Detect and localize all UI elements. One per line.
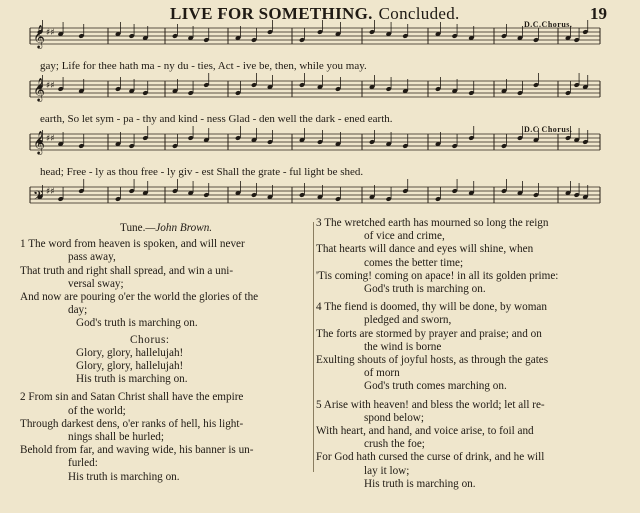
svg-text:♯♯: ♯♯ bbox=[46, 134, 55, 144]
verse-line: furled: bbox=[68, 457, 98, 470]
verse-line: For God hath cursed the curse of drink, and he will bbox=[316, 451, 545, 464]
verse-line: comes the better time; bbox=[364, 256, 464, 269]
verse-line: spond below; bbox=[364, 411, 424, 424]
svg-text:𝄞: 𝄞 bbox=[33, 24, 45, 48]
hymn-left-column bbox=[20, 222, 310, 484]
verse-line: That hearts will dance and eyes will shine, when bbox=[316, 243, 534, 256]
verse-line: pass away, bbox=[68, 251, 116, 264]
music-score bbox=[0, 0, 640, 210]
verse-line: versal sway; bbox=[68, 277, 124, 290]
verse-line: pledged and sworn, bbox=[364, 314, 452, 327]
song-title-text: LIVE FOR SOMETHING. bbox=[170, 4, 373, 23]
verse-line: the wind is borne bbox=[364, 340, 442, 353]
hymn-right-column bbox=[316, 217, 608, 491]
verse-line: God's truth comes marching on. bbox=[364, 380, 507, 393]
verse-line: The forts are stormed by prayer and praise; and on bbox=[316, 327, 542, 340]
verse-line: 4 The fiend is doomed, thy will be done, by woman bbox=[316, 301, 547, 314]
verse-line: of vice and crime, bbox=[364, 230, 445, 243]
verse-line: Through darkest dens, o'er ranks of hell, his light- bbox=[20, 417, 244, 430]
lyric-line-2: earth, So let sym - pa - thy and kind - ness Glad - den well the dark - ened earth. bbox=[40, 113, 393, 125]
page-number: 19 bbox=[590, 4, 607, 23]
svg-text:𝄞: 𝄞 bbox=[33, 130, 45, 154]
svg-text:♯♯: ♯♯ bbox=[46, 81, 55, 91]
lyric-line-1: gay; Life for thee hath ma - ny du - ties, Act - ive be, then, while you may. bbox=[40, 60, 367, 72]
verse-line: 5 Arise with heaven! and bless the world; let all re- bbox=[316, 398, 545, 411]
song-subtitle: Concluded. bbox=[378, 4, 460, 23]
chorus-line: His truth is marching on. bbox=[76, 373, 188, 386]
tune-line bbox=[20, 222, 310, 235]
verse-line: His truth is marching on. bbox=[364, 477, 476, 490]
verse-2 bbox=[20, 391, 310, 483]
verse-line: 3 The wretched earth has mourned so long the reign bbox=[316, 217, 549, 229]
svg-text:♯♯: ♯♯ bbox=[46, 187, 55, 197]
lyric-line-3: head; Free - ly as thou free - ly giv - est Shall the grate - ful light be shed. bbox=[40, 166, 364, 178]
verse-line: 'Tis coming! coming on apace! in all its golden prime: bbox=[316, 269, 559, 282]
verse-line: That truth and right shall spread, and win a uni- bbox=[20, 264, 234, 277]
svg-text:♯♯: ♯♯ bbox=[46, 28, 55, 38]
verse-1 bbox=[20, 238, 310, 330]
verse-3 bbox=[316, 217, 608, 296]
chorus-line: Glory, glory, hallelujah! bbox=[76, 346, 184, 359]
verse-line: of the world; bbox=[68, 404, 126, 417]
verse-line: God's truth is marching on. bbox=[364, 283, 486, 296]
verse-line: lay it low; bbox=[364, 464, 410, 477]
chorus bbox=[20, 347, 310, 387]
chorus-line: Glory, glory, hallelujah! bbox=[76, 360, 184, 373]
verse-line: crush the foe; bbox=[364, 438, 425, 451]
verse-line: 1 The word from heaven is spoken, and will never bbox=[20, 238, 245, 251]
verse-line: 2 From sin and Satan Christ shall have the empire bbox=[20, 391, 244, 404]
svg-text:𝄞: 𝄞 bbox=[33, 77, 45, 101]
dc-chorus-marking: D.C Chorus. bbox=[524, 125, 573, 134]
verse-line: With heart, and hand, and voice arise, to foil and bbox=[316, 425, 534, 438]
dc-chorus-marking: D.C.Chorus. bbox=[524, 20, 573, 29]
verse-line: of morn bbox=[364, 367, 400, 380]
chorus-heading: Chorus: bbox=[130, 333, 170, 346]
verse-4 bbox=[316, 301, 608, 393]
verse-line: And now are pouring o'er the world the glories of the bbox=[20, 291, 259, 304]
verse-5 bbox=[316, 399, 608, 491]
verse-line: day; bbox=[68, 304, 88, 317]
svg-text:𝄢: 𝄢 bbox=[33, 188, 43, 206]
verse-line: His truth is marching on. bbox=[68, 470, 180, 483]
verse-line: God's truth is marching on. bbox=[76, 317, 198, 330]
verse-line: Behold from far, and waving wide, his banner is un- bbox=[20, 444, 254, 457]
tune-composer: —John Brown. bbox=[145, 222, 213, 234]
verse-line: nings shall be hurled; bbox=[68, 431, 165, 444]
tune-label: Tune. bbox=[120, 222, 146, 234]
column-divider bbox=[313, 222, 314, 472]
verse-line: Exulting shouts of joyful hosts, as through the gates bbox=[316, 354, 549, 367]
